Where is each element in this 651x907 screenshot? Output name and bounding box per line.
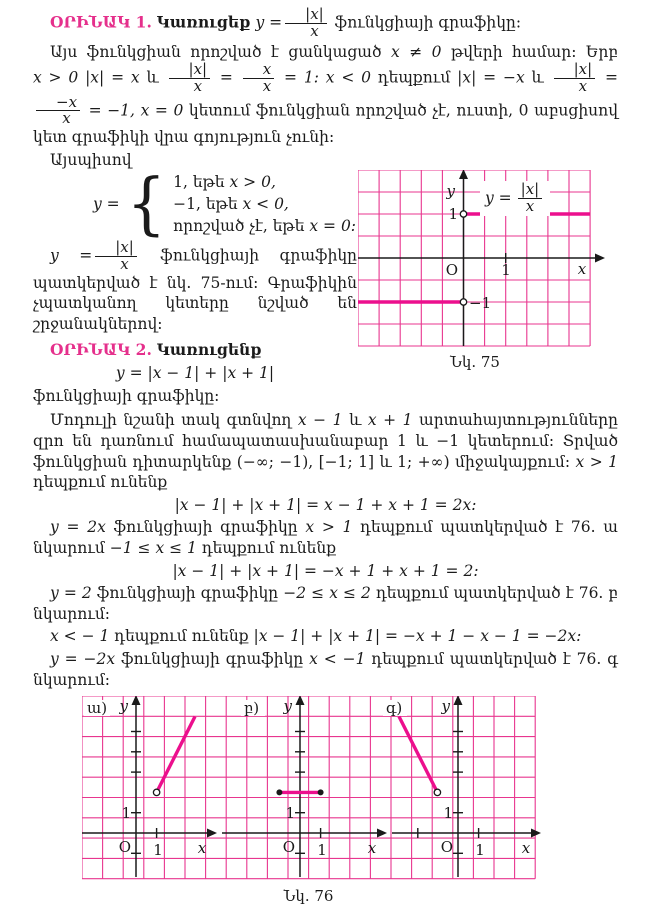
math-run: = — [604, 68, 618, 87]
figure-75-caption: Նկ. 75 — [450, 353, 500, 371]
math-run: = 1: — [284, 68, 319, 87]
paragraph-case1 — [33, 517, 618, 558]
svg-text:x: x — [521, 839, 531, 858]
fraction-denominator: x — [310, 21, 319, 40]
svg-text:1: 1 — [443, 804, 453, 823]
math-run: y = — [485, 188, 512, 207]
fraction — [169, 62, 211, 95]
figure-76-caption: Նկ. 76 — [283, 887, 334, 906]
svg-text:x: x — [197, 839, 207, 858]
svg-text:y: y — [283, 697, 292, 716]
fraction-abs-x-over-x — [285, 7, 327, 40]
math-run: |x − 1| + |x + 1| = −x + 1 − x − 1 = −2x: — [253, 627, 582, 646]
text-run: ֆունկցիայի գրաֆիկը: — [33, 386, 220, 405]
text-run: արտահայտությունները զրո են դառնում համապատասխանաբար 1 և −1 կետերում: Տրված ֆունկցիան դիտարկենք (−∞; −1), [−1; 1] և 1; +∞) միջակայքում: — [33, 411, 619, 471]
text-run: Այսպիսով — [50, 150, 132, 169]
svg-text:բ): բ) — [244, 699, 260, 718]
math-run: x < 0 — [325, 68, 371, 87]
svg-text:x: x — [367, 839, 377, 858]
svg-text:y: y — [446, 182, 455, 200]
paragraph-case3 — [33, 649, 618, 690]
fraction-abs-x-over-x — [95, 240, 137, 273]
fraction-numerator: −x — [36, 95, 80, 112]
piecewise-case-1 — [173, 172, 356, 193]
paragraph-cases-intro — [33, 410, 618, 492]
text-run: կետում ֆունկցիան որոշված չէ, ուստի, 0 աբսցիսով կետ գրաֆիկի վրա գոյություն չունի: — [33, 100, 618, 147]
svg-text:գ): գ) — [386, 699, 403, 718]
math-run: x < −1 — [309, 650, 366, 669]
math-run: y = −2x — [50, 650, 116, 669]
math-run: = — [219, 68, 233, 87]
text-run: ֆունկցիայի գրաֆիկը — [121, 650, 304, 669]
math-run: x > 0 — [33, 68, 79, 87]
svg-text:1: 1 — [448, 205, 458, 223]
text-run: որոշված չէ, եթե — [173, 216, 305, 235]
text-run: դեպքում պատկերված է 76. ա նկարում — [33, 518, 619, 557]
svg-text:1: 1 — [501, 261, 511, 279]
fraction-numerator: |x| — [285, 7, 327, 24]
piecewise-case-3 — [173, 216, 356, 237]
text-run: Մոդուլի նշանի տակ գտնվող — [50, 411, 292, 430]
math-run: x + 1 — [367, 411, 413, 430]
fraction-denominator: x — [262, 76, 272, 95]
figure-76 — [82, 696, 544, 907]
math-run: y = 2 — [50, 584, 92, 603]
example2-label: ՕՐԻՆԱԿ 2. — [50, 340, 152, 360]
fraction-denominator: x — [578, 76, 588, 95]
paragraph-domain — [33, 42, 618, 148]
math-run: x = 0 — [140, 100, 184, 119]
figure-75 — [358, 170, 610, 373]
text-run: դեպքում ունենք — [114, 627, 249, 646]
fraction-numerator: |x| — [169, 62, 211, 79]
svg-text:x: x — [577, 260, 587, 278]
svg-text:O: O — [282, 838, 295, 857]
svg-text:y: y — [119, 697, 128, 716]
text-run: դեպքում պատկերված է 76. գ նկարում: — [33, 650, 618, 689]
text-run: դեպքում — [377, 68, 451, 87]
svg-text:1: 1 — [153, 841, 163, 860]
fraction-numerator: |x| — [95, 240, 137, 257]
example1-verb: Կառուցեք — [156, 12, 251, 32]
math-run: x < 0, — [242, 194, 289, 213]
text-run: դեպքում ունենք — [33, 473, 168, 492]
svg-text:−1: −1 — [469, 294, 492, 312]
paragraph-thus — [33, 150, 618, 171]
fraction — [36, 92, 80, 128]
formula-case-x-gt-1 — [33, 495, 618, 516]
math-run: y = — [93, 194, 120, 213]
example2-tail — [33, 386, 618, 407]
math-run: x > 1 — [575, 452, 618, 471]
math-run: |x| = −x — [457, 68, 525, 87]
text-run: և — [146, 68, 159, 87]
fraction-numerator: x — [243, 62, 274, 79]
text-run: −1, եթե — [173, 194, 238, 213]
fraction-denominator: x — [525, 196, 535, 215]
math-run: |x − 1| + |x + 1| = x − 1 + x + 1 = 2x: — [174, 495, 477, 514]
fig75-formula-label — [480, 181, 550, 216]
math-run: y = |x − 1| + |x + 1| — [115, 364, 275, 383]
figure-76-plot — [82, 696, 544, 882]
svg-text:y: y — [441, 697, 450, 716]
fraction-denominator: x — [193, 76, 203, 95]
text-run: 1, եթե — [173, 173, 225, 192]
text-run: ֆունկցիայի գրաֆիկը: — [334, 13, 522, 32]
piecewise-case-2 — [173, 194, 356, 215]
formula-case-middle — [33, 561, 618, 582]
math-run: −2 ≤ x ≤ 2 — [283, 584, 371, 603]
text-run: թվերի համար: Երբ — [450, 42, 618, 61]
svg-text:O: O — [118, 838, 131, 857]
math-run: x ≠ 0 — [390, 42, 442, 61]
fraction — [243, 62, 274, 95]
example2-formula — [33, 363, 357, 384]
paragraph-case3-intro — [33, 626, 618, 647]
text-run: և — [349, 411, 362, 430]
example1-heading — [33, 7, 618, 40]
svg-text:1: 1 — [317, 841, 327, 860]
fraction-abs-x-over-x — [518, 182, 543, 215]
text-run: ֆունկցիայի գրաֆիկը — [113, 518, 298, 537]
math-run: x − 1 — [297, 411, 343, 430]
text-run: և — [531, 68, 544, 87]
math-run: x < − 1 — [50, 627, 110, 646]
svg-text:1: 1 — [285, 804, 295, 823]
example1-label: ՕՐԻՆԱԿ 1. — [50, 12, 152, 32]
svg-text:ա): ա) — [87, 699, 108, 718]
math-run: x = 0: — [309, 216, 357, 235]
text-run: դեպքում ունենք — [201, 538, 337, 557]
svg-text:O: O — [445, 261, 458, 279]
math-run: −1 ≤ x ≤ 1 — [109, 538, 197, 557]
svg-text:1: 1 — [475, 841, 485, 860]
example2-verb: Կառուցենք — [156, 340, 262, 360]
math-run: y = — [50, 246, 93, 265]
text-run: Այս ֆունկցիան որոշված է ցանկացած — [50, 42, 382, 61]
text-run: ֆունկցիայի գրաֆիկը — [96, 584, 279, 603]
svg-text:1: 1 — [121, 804, 131, 823]
fraction-numerator: |x| — [518, 182, 543, 199]
text-run: ֆունկցիայի գրաֆիկը պատկերված է նկ. 75-ում: Գրաֆիկին չպատկանող կետերը նշված են շրջանակներով: — [33, 246, 357, 333]
fraction-denominator: x — [62, 109, 71, 128]
paragraph-case2 — [33, 583, 618, 624]
curly-brace: { — [126, 164, 167, 244]
math-run: |x − 1| + |x + 1| = −x + 1 + x + 1 = 2: — [172, 561, 479, 580]
math-run: |x| = x — [85, 68, 140, 87]
piecewise-cases — [173, 172, 356, 236]
paragraph-fig75-reference — [33, 240, 357, 334]
math-run: x > 0, — [229, 173, 276, 192]
math-run: x > 1 — [305, 518, 353, 537]
svg-text:O: O — [440, 838, 453, 857]
text-run: դեպքում պատկերված է 76. բ նկարում: — [33, 584, 618, 623]
math-run: y = 2x — [50, 518, 106, 537]
math-run: = −1, — [88, 100, 135, 119]
fraction — [554, 62, 596, 95]
fraction-denominator: x — [120, 254, 129, 273]
fraction-numerator: |x| — [554, 62, 596, 79]
math-run: y = — [255, 13, 283, 32]
